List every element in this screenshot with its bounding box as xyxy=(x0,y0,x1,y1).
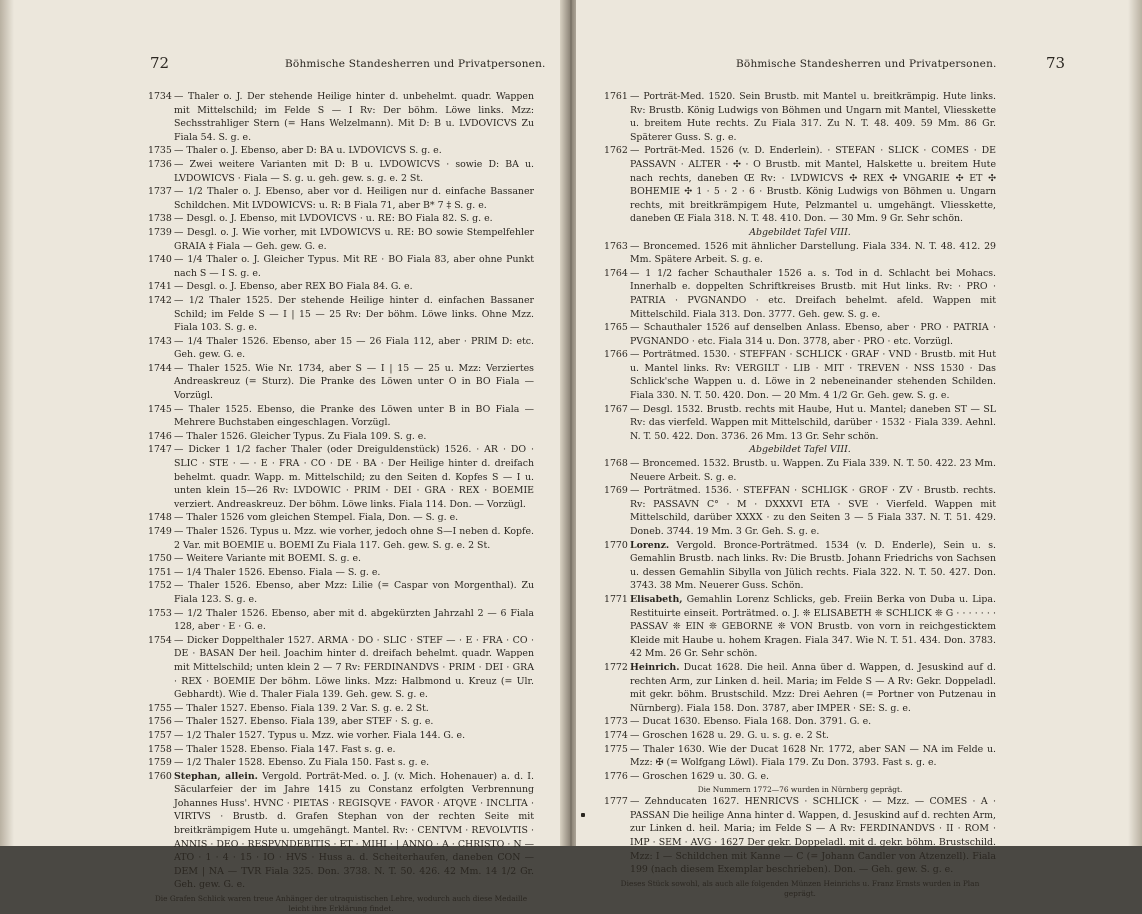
entry-description: — 1/4 Thaler o. J. Gleicher Typus. Mit RE · BO Fiala 83, aber ohne Punkt nach S — I S. g. e. xyxy=(174,254,534,279)
entry-text xyxy=(630,795,996,877)
entry-text xyxy=(174,280,534,294)
entry-description: — Desgl. o. J. Ebenso, aber REX BO Fiala 84. G. e. xyxy=(174,281,413,293)
catalog-entry xyxy=(148,443,534,511)
entry-text xyxy=(630,321,996,348)
catalog-entry xyxy=(148,729,534,743)
person-name: Lorenz. xyxy=(630,539,670,551)
catalog-entry xyxy=(148,566,534,580)
catalog-entry xyxy=(604,240,996,267)
entry-number: 1736 xyxy=(148,158,172,170)
entry-text xyxy=(174,158,534,185)
catalog-entry xyxy=(604,403,996,444)
right-page-number: 73 xyxy=(1046,54,1066,72)
entry-number: 1770 xyxy=(604,539,628,551)
entry-text xyxy=(630,661,996,715)
catalog-entry xyxy=(604,770,996,784)
entry-text xyxy=(174,566,534,580)
entry-text xyxy=(630,348,996,402)
entry-text xyxy=(174,443,534,511)
left-page-number: 72 xyxy=(150,54,170,72)
right-catalog-column xyxy=(604,90,996,899)
entry-text xyxy=(174,743,534,757)
entry-description: — Porträtmed. 1530. · STEFFAN · SCHLICK · GRAF · VND · Brustb. mit Hut u. Mantel links. Rv: VERGILT · LIB · MIT · TREVEN · NSS 1530 · Das Schlick'sche Wappen u. d. Löwe in 2 nebeneinander stehenden Schilden. Fiala 330. N. T. 50. 420. Don. — 20 Mm. 4 1/2 Gr. Geh. gew. S. g. e. xyxy=(630,349,996,402)
entry-number: 1766 xyxy=(604,349,628,361)
entry-number: 1752 xyxy=(148,580,172,592)
catalog-entry xyxy=(148,403,534,430)
entry-text xyxy=(174,226,534,253)
catalog-entry xyxy=(148,715,534,729)
ink-speck xyxy=(581,813,585,817)
catalog-entry xyxy=(148,525,534,552)
catalog-entry xyxy=(148,702,534,716)
entry-description: — Groschen 1629 u. 30. G. e. xyxy=(630,770,770,782)
entry-number: 1767 xyxy=(604,403,628,415)
entry-text xyxy=(630,539,996,593)
entry-text xyxy=(174,702,534,716)
entry-description: Gemahlin Lorenz Schlicks, geb. Freiin Berka von Duba u. Lipa. Restituirte einseit. Porträtmed. o. J. ❊ ELISABETH ❊ SCHLICK ❊ G · · · · · · · PASSAV ❊ EIN ❊ GEBORNE ❊ VON Brustb. von vorn in reichgesticktem Kleide mit Haube u. hohem Kragen. Fiala 347. Wie N. T. 51. 434. Don. 3783. 42 Mm. 26 Gr. Sehr schön. xyxy=(630,593,996,660)
entry-number: 1764 xyxy=(604,267,628,279)
entry-description: — Thaler 1527. Ebenso. Fiala 139, aber STEF · S. g. e. xyxy=(174,716,434,728)
entry-text xyxy=(174,212,534,226)
entry-description: — 1 1/2 facher Schauthaler 1526 a. s. Tod in d. Schlacht bei Mohacs. Innerhalb e. doppelten Schriftkreises Brustb. mit Hut links. Rv: · PRO · PATRIA · PVGNANDO · etc. Dreifach behelmt. afeld. Wappen mit Mittelschild. Fiala 313. Don. 3777. Geh. gew. S. g. e. xyxy=(630,267,996,320)
catalog-entry xyxy=(148,579,534,606)
entry-text xyxy=(630,729,996,743)
entry-number: 1768 xyxy=(604,458,628,470)
entry-text xyxy=(174,552,534,566)
catalog-entry xyxy=(604,715,996,729)
entry-number: 1735 xyxy=(148,145,172,157)
entry-number: 1777 xyxy=(604,796,628,808)
entry-number: 1772 xyxy=(604,661,628,673)
entry-text xyxy=(174,335,534,362)
entry-description: — Thaler 1528. Ebenso. Fiala 147. Fast s. g. e. xyxy=(174,743,396,755)
catalog-entry xyxy=(148,756,534,770)
entry-description: — 1/2 Thaler o. J. Ebenso, aber vor d. Heiligen nur d. einfache Bassaner Schildchen. Mit LVDOWICVS: u. R: B Fiala 71, aber B* 7 ‡ S. g. e. xyxy=(174,186,534,211)
entry-number: 1762 xyxy=(604,145,628,157)
entry-number: 1748 xyxy=(148,512,172,524)
entry-text xyxy=(630,267,996,321)
entry-description: — Groschen 1628 u. 29. G. u. s. g. e. 2 St. xyxy=(630,729,829,741)
entry-text xyxy=(174,403,534,430)
entry-text xyxy=(630,403,996,444)
entry-number: 1769 xyxy=(604,485,628,497)
entry-text xyxy=(174,144,534,158)
entry-description: — Thaler 1525. Wie Nr. 1734, aber S — I | 15 — 25 u. Mzz: Verziertes Andreaskreuz (= Sturz). Die Pranke des Löwen unter O in BO Fiala — Vorzügl. xyxy=(174,362,534,402)
entry-description: — Broncemed. 1532. Brustb. u. Wappen. Zu Fiala 339. N. T. 50. 422. 23 Mm. Neuere Arbeit. S. g. e. xyxy=(630,458,996,483)
catalog-entry xyxy=(148,743,534,757)
entry-text xyxy=(174,185,534,212)
entry-description: — Porträt-Med. 1526 (v. D. Enderlein). · STEFAN · SLICK · COMES · DE PASSAVN · ALTER · ✣ · O Brustb. mit Mantel, Halskette u. breitem Hute nach rechts, daneben Œ Rv: · LVDWICVS ✣ REX ✣ VNGARIE ✣ ET ✣ BOHEMIE ✣ 1 · 5 · 2 · 6 · Brustb. König Ludwigs von Böhmen u. Ungarn rechts, mit breitkrämpigem Hute, Pelzmantel u. umgehängt. Vliesskette, daneben Œ Fiala 318. N. T. 48. 410. Don. — 30 Mm. 9 Gr. Sehr schön. xyxy=(630,145,996,225)
entry-text xyxy=(174,362,534,403)
entry-description: — 1/2 Thaler 1527. Typus u. Mzz. wie vorher. Fiala 144. G. e. xyxy=(174,729,466,741)
catalog-entry xyxy=(148,158,534,185)
entry-number: 1754 xyxy=(148,634,172,646)
catalog-entry xyxy=(604,484,996,538)
left-catalog-column xyxy=(148,90,534,914)
catalog-entry xyxy=(148,607,534,634)
catalog-entry xyxy=(148,430,534,444)
entry-number: 1758 xyxy=(148,743,172,755)
entry-text xyxy=(174,715,534,729)
catalog-entry xyxy=(148,90,534,144)
entry-description: — Desgl. o. J. Ebenso, mit LVDOVICVS · u. RE: BO Fiala 82. S. g. e. xyxy=(174,213,493,225)
entry-number: 1761 xyxy=(604,91,628,102)
entry-number: 1741 xyxy=(148,281,172,293)
entry-number: 1751 xyxy=(148,566,172,578)
entry-text xyxy=(630,144,996,226)
entry-number: 1740 xyxy=(148,254,172,266)
catalog-entry xyxy=(148,634,534,702)
person-name: Elisabeth, xyxy=(630,593,683,605)
entry-number: 1749 xyxy=(148,526,172,537)
entry-number: 1773 xyxy=(604,716,628,728)
catalog-entry xyxy=(148,552,534,566)
entry-text xyxy=(630,593,996,661)
right-page xyxy=(576,0,1142,898)
entry-number: 1765 xyxy=(604,322,628,334)
catalog-entry xyxy=(604,348,996,402)
entry-description: — Thaler o. J. Der stehende Heilige hinter d. unbehelmt. quadr. Wappen mit Mittelschild; im Felde S — I Rv: Der böhm. Löwe links. Mzz: Sechsstrahliger Stern (= Hans Welzelmann). Mit D: B u. LVDOVICVS Zu Fiala 54. S. g. e. xyxy=(174,91,534,143)
page-edge-shadow xyxy=(1128,0,1142,846)
entry-description: Vergold. Bronce-Porträtmed. 1534 (v. D. Enderle), Sein u. s. Gemahlin Brustb. nach links. Rv: Die Brustb. Johann Friedrichs von Sachsen u. dessen Gemahlin Sibylla von Jülich rechts. Fiala 322. N. T. 50. 427. Don. 3743. 38 Mm. Neuerer Guss. Schön. xyxy=(630,539,996,592)
plate-reference: Abgebildet Tafel VIII. xyxy=(749,226,851,238)
entry-number: 1776 xyxy=(604,770,628,782)
catalog-entry xyxy=(604,743,996,770)
entry-text xyxy=(630,715,996,729)
entry-text xyxy=(630,743,996,770)
entry-number: 1775 xyxy=(604,743,628,755)
entry-text xyxy=(174,90,534,144)
entry-description: — Broncemed. 1526 mit ähnlicher Darstellung. Fiala 334. N. T. 48. 412. 29 Mm. Spätere Arbeit. S. g. e. xyxy=(630,240,996,266)
entry-description: — Desgl. 1532. Brustb. rechts mit Haube, Hut u. Mantel; daneben ST — SL Rv: das vierfeld. Wappen mit Mittelschild, darüber · 1532 · Fiala 339. Aehnl. N. T. 50. 422. Don. 3736. 26 Mm. 13 Gr. Sehr schön. xyxy=(630,403,996,442)
entry-text xyxy=(174,294,534,335)
catalog-entry xyxy=(604,144,996,226)
entry-text xyxy=(174,729,534,743)
entry-description: — Thaler 1630. Wie der Ducat 1628 Nr. 1772, aber SAN — NA im Felde u. Mzz: ✠ (= Wolfgang Löwl). Fiala 179. Zu Don. 3793. Fast s. g. e. xyxy=(630,743,996,769)
person-name: Stephan, allein. xyxy=(174,770,258,782)
catalog-entry xyxy=(148,212,534,226)
catalog-entry xyxy=(604,593,996,661)
entry-text xyxy=(630,457,996,484)
entry-text xyxy=(174,634,534,702)
entry-number: 1750 xyxy=(148,553,172,565)
entry-text xyxy=(174,756,534,770)
entry-description: — 1/2 Thaler 1525. Der stehende Heilige hinter d. einfachen Bassaner Schild; im Felde S — I | 15 — 25 Rv: Der böhm. Löwe links. Ohne Mzz. Fiala 103. S. g. e. xyxy=(174,294,534,334)
entry-text xyxy=(174,579,534,606)
catalog-entry xyxy=(148,335,534,362)
entry-description: — 1/4 Thaler 1526. Ebenso, aber 15 — 26 Fiala 112, aber · PRIM D: etc. Geh. gew. G. e. xyxy=(174,335,534,361)
entry-description: — Porträt-Med. 1520. Sein Brustb. mit Mantel u. breitkrämpig. Hute links. Rv: Brustb. König Ludwigs von Böhmen und Ungarn mit Mantel, Vliesskette u. breitem Hute rechts. Zu Fiala 317. Zu N. T. 48. 409. 59 Mm. 86 Gr. Späterer Guss. S. g. e. xyxy=(630,91,996,143)
person-name: Heinrich. xyxy=(630,661,680,673)
entry-description: — Porträtmed. 1536. · STEFFAN · SCHLIGK · GROF · ZV · Brustb. rechts. Rv: PASSAVN C° · M · DXXXVI ETA · SVE · Vierfeld. Wappen mit Mittelschild, darüber XXXX · zu den Seiten 3 — 5 Fiala 337. N. T. 51. 429. Doneb. 3744. 19 Mm. 3 Gr. Geh. S. g. e. xyxy=(630,485,996,537)
entry-description: — Schauthaler 1526 auf denselben Anlass. Ebenso, aber · PRO · PATRIA · PVGNANDO · etc. Fiala 314 u. Don. 3778, aber · PRO · etc. Vorzügl. xyxy=(630,322,996,347)
catalog-entry xyxy=(604,457,996,484)
plate-reference: Abgebildet Tafel VIII. xyxy=(749,444,851,456)
entry-number: 1738 xyxy=(148,213,172,225)
entry-description: — Thaler 1526. Gleicher Typus. Zu Fiala 109. S. g. e. xyxy=(174,430,427,442)
catalog-entry xyxy=(604,539,996,593)
entry-description: Vergold. Porträt-Med. o. J. (v. Mich. Hohenauer) a. d. I. Säcularfeier der im Jahre 1415 zu Constanz erfolgten Verbrennung Johannes Huss'. HVNC · PIETAS · REGISQVE · FAVOR · ATQVE · INCLITA · VIRTVS · Brustb. d. Grafen Stephan von der rechten Seite mit breitkrämpigem Hute u. umgehängt. Mantel. Rv: · CENTVM · REVOLVTIS · ANNIS · DEO · RESPVNDEBITIS · ET · MIHI · | ANNO · A · CHRISTO · N — ATO · 1 · 4 · 15 · IO · HVS · Huss a. d. Scheiterhaufen, daneben CON — DEM | NA — TVR Fiala 325. Don. 3738. N. T. 50. 426. 42 Mm. 14 1/2 Gr. Geh. gew. G. e. xyxy=(174,770,534,891)
catalog-entry xyxy=(148,226,534,253)
entry-description: — Weitere Variante mit BOEMI. S. g. e. xyxy=(174,553,362,565)
entry-text xyxy=(630,90,996,144)
catalog-entry xyxy=(148,280,534,294)
catalog-entry xyxy=(148,185,534,212)
page-edge-shadow xyxy=(0,0,14,846)
entry-number: 1742 xyxy=(148,294,172,306)
entry-text xyxy=(174,253,534,280)
entry-description: — Thaler 1526 vom gleichen Stempel. Fiala, Don. — S. g. e. xyxy=(174,512,459,524)
catalog-entry xyxy=(604,267,996,321)
entry-description: — Thaler 1526. Typus u. Mzz. wie vorher, jedoch ohne S—I neben d. Kopfe. 2 Var. mit BOEMIE u. BOEMI Zu Fiala 117. Geh. gew. S. g. e. 2 St. xyxy=(174,526,534,551)
entry-number: 1774 xyxy=(604,729,628,741)
entry-description: — 1/2 Thaler 1528. Ebenso. Zu Fiala 150. Fast s. g. e. xyxy=(174,757,430,769)
entry-description: — Ducat 1630. Ebenso. Fiala 168. Don. 3791. G. e. xyxy=(630,716,872,728)
entry-number: 1755 xyxy=(148,702,172,714)
entry-number: 1737 xyxy=(148,186,172,198)
catalog-entry xyxy=(148,294,534,335)
entry-description: — 1/4 Thaler 1526. Ebenso. Fiala — S. g. e. xyxy=(174,566,381,578)
catalog-entry xyxy=(604,321,996,348)
catalog-entry xyxy=(604,661,996,715)
catalog-entry xyxy=(604,729,996,743)
entry-description: — Zwei weitere Varianten mit D: B u. LVDOWICVS · sowie D: BA u. LVDOWICVS · Fiala — S. g. u. geh. gew. s. g. e. 2 St. xyxy=(174,158,534,184)
entry-text xyxy=(630,770,996,784)
entry-number: 1771 xyxy=(604,593,628,605)
entry-text xyxy=(174,525,534,552)
entry-number: 1757 xyxy=(148,729,172,741)
entry-number: 1739 xyxy=(148,226,172,238)
entry-description: — Thaler o. J. Ebenso, aber D: BA u. LVDOVICVS S. g. e. xyxy=(174,145,442,157)
left-page xyxy=(0,0,566,914)
catalog-entry xyxy=(148,253,534,280)
entry-description: Ducat 1628. Die heil. Anna über d. Wappen, d. Jesuskind auf d. rechten Arm, zur Linken d. heil. Maria; im Felde S — A Rv: Gekr. Doppeladl. mit gekr. böhm. Brustschild. Mzz: Drei Aehren (= Portner von Putzenau in Nürnberg). Fiala 158. Don. 3787, aber IMPER · SE: S. g. e. xyxy=(630,661,996,714)
entry-number: 1743 xyxy=(148,335,172,347)
footnote: Dieses Stück sowohl, als auch alle folgenden Münzen Heinrichs u. Franz Ernsts wurden in Plan geprägt. xyxy=(620,878,980,898)
catalog-entry xyxy=(148,770,534,892)
footnote: Die Nummern 1772—76 wurden in Nürnberg geprägt. xyxy=(697,785,903,795)
entry-description: — Zehnducaten 1627. HENRICVS · SCHLICK · — Mzz. — COMES · A · PASSAN Die heilige Anna hinter d. Wappen, d. Jesuskind auf d. rechten Arm, zur Linken d. heil. Maria; im Felde S — A Rv: FERDINANDVS · II · ROM · IMP · SEM · AVG · 1627 Der gekr. Doppeladl. mit d. gekr. böhm. Brustschild. Mzz: I — Schildchen mit Kanne — C (= Johann Candler von Atzenzell). Fiala 199 (nach diesem Exemplar beschrieben). Don. — Geh. gew. S. g. e. xyxy=(630,796,996,876)
right-running-head: Böhmische Standesherren und Privatpersonen. xyxy=(736,58,997,70)
catalog-entry xyxy=(604,795,996,877)
catalog-entry xyxy=(604,90,996,144)
entry-number: 1759 xyxy=(148,757,172,769)
entry-description: — Thaler 1526. Ebenso, aber Mzz: Lilie (= Caspar von Morgenthal). Zu Fiala 123. S. g. e. xyxy=(174,580,534,605)
entry-text xyxy=(630,484,996,538)
entry-text xyxy=(174,770,534,892)
catalog-entry xyxy=(148,362,534,403)
entry-description: — Dicker 1 1/2 facher Thaler (oder Dreiguldenstück) 1526. · AR · DO · SLIC · STE · — · E · FRA · CO · DE · BA · Der Heilige hinter d. dreifach behelmt. quadr. Wapp. m. Mittelschild; zu den Seiten d. Kopfes S — I u. unten klein 15—26 Rv: LVDOWIC · PRIM · DEI · GRA · REX · BOEMIE verziert. Andreaskreuz. Der böhm. Löwe links. Fiala 114. Don. — Vorzügl. xyxy=(174,444,534,510)
catalog-entry xyxy=(148,511,534,525)
entry-description: — Thaler 1527. Ebenso. Fiala 139. 2 Var. S. g. e. 2 St. xyxy=(174,702,429,714)
entry-description: — Dicker Doppelthaler 1527. ARMA · DO · SLIC · STEF — · E · FRA · CO · DE · BASAN Der heil. Joachim hinter d. dreifach behelmt. quadr. Wappen mit Mittelschild; unten klein 2 — 7 Rv: FERDINANDVS · PRIM · DEI · GRA · REX · BOEMIE Der böhm. Löwe links. Mzz: Halbmond u. Kreuz (= Ulr. Gebhardt). Wie d. Thaler Fiala 139. Geh. gew. S. g. e. xyxy=(174,634,534,701)
entry-number: 1746 xyxy=(148,430,172,442)
entry-text xyxy=(174,430,534,444)
catalog-entry xyxy=(148,144,534,158)
entry-number: 1734 xyxy=(148,91,172,102)
entry-number: 1745 xyxy=(148,403,172,415)
entry-number: 1763 xyxy=(604,240,628,252)
entry-number: 1756 xyxy=(148,716,172,728)
entry-description: — Thaler 1525. Ebenso, die Pranke des Löwen unter B in BO Fiala — Mehrere Buchstaben eingeschlagen. Vorzügl. xyxy=(174,403,534,429)
entry-description: — Desgl. o. J. Wie vorher, mit LVDOWICVS u. RE: BO sowie Stempelfehler GRAIA ‡ Fiala — Geh. gew. G. e. xyxy=(174,226,534,252)
footnote: Die Grafen Schlick waren treue Anhänger der utraquistischen Lehre, wodurch auch diese Medaille leicht ihre Erklärung findet. xyxy=(154,894,528,914)
entry-text xyxy=(174,607,534,634)
entry-text xyxy=(630,240,996,267)
entry-number: 1744 xyxy=(148,362,172,374)
entry-description: — 1/2 Thaler 1526. Ebenso, aber mit d. abgekürzten Jahrzahl 2 — 6 Fiala 128, aber · E · G. e. xyxy=(174,607,534,633)
entry-number: 1753 xyxy=(148,607,172,619)
entry-text xyxy=(174,511,534,525)
left-running-head: Böhmische Standesherren und Privatpersonen. xyxy=(285,58,546,70)
entry-number: 1760 xyxy=(148,770,172,782)
entry-number: 1747 xyxy=(148,444,172,456)
